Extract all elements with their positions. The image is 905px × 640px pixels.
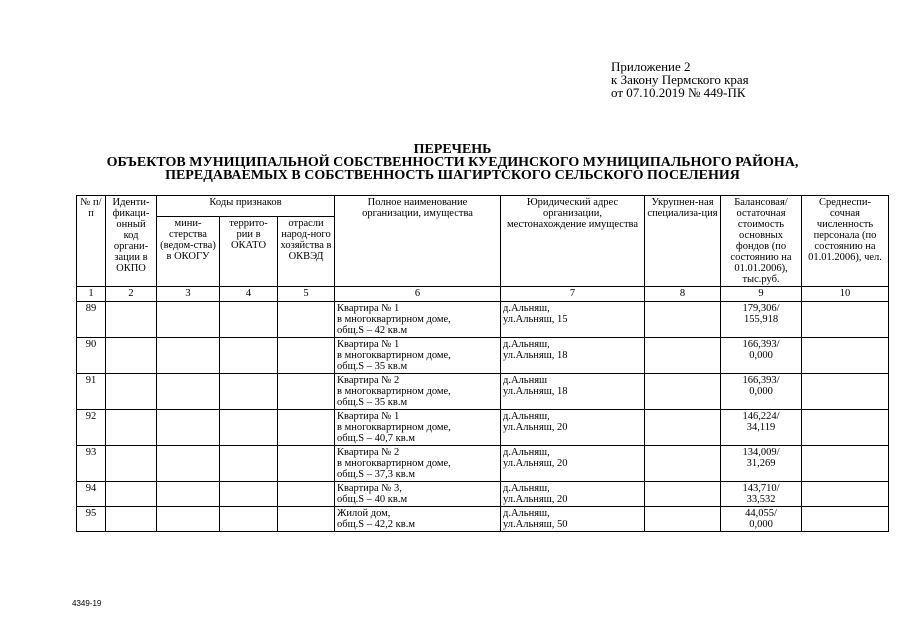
okato-cell [220, 446, 278, 482]
value-line: 143,710/ [742, 483, 780, 494]
value-line: 44,055/ [745, 508, 777, 519]
address-cell [501, 482, 645, 507]
name-line: Квартира № 1 [337, 339, 400, 350]
addr-line: ул.Альняш, 20 [503, 494, 568, 505]
value-cell [721, 374, 802, 410]
row-number: 89 [77, 302, 106, 338]
value-line: 166,393/ [742, 339, 780, 350]
okogu-cell [157, 374, 220, 410]
column-number: 2 [106, 287, 157, 302]
okogu-cell [157, 410, 220, 446]
name-line: в многоквартирном доме, [337, 350, 451, 361]
value-line: 34,119 [746, 422, 776, 433]
addr-line: д.Альняш, [503, 483, 550, 494]
row-number: 93 [77, 446, 106, 482]
specialization-cell [645, 302, 721, 338]
okpo-cell [106, 374, 157, 410]
okpo-cell [106, 302, 157, 338]
value-line: 155,918 [743, 314, 779, 325]
header-codes: Коды признаков [157, 196, 335, 217]
table-row [77, 374, 889, 410]
header-name: Полное наименование организации, имущества [335, 196, 501, 287]
okved-cell [278, 338, 335, 374]
addr-line: д.Альняш, [503, 303, 550, 314]
header-address: Юридический адрес организации, местонахождение имущества [501, 196, 645, 287]
name-line: Квартира № 1 [337, 303, 400, 314]
appendix-line-3: от 07.10.2019 № 449-ПК [611, 85, 746, 100]
okved-cell [278, 302, 335, 338]
staff-cell [802, 374, 889, 410]
staff-cell [802, 482, 889, 507]
value-cell [721, 410, 802, 446]
table-body [77, 287, 889, 532]
value-cell [721, 482, 802, 507]
okato-cell [220, 374, 278, 410]
specialization-cell [645, 446, 721, 482]
name-cell [335, 374, 501, 410]
addr-line: ул.Альняш, 15 [503, 314, 568, 325]
okpo-cell [106, 507, 157, 532]
value-line: 134,009/ [742, 447, 780, 458]
name-cell [335, 446, 501, 482]
value-line: 0,000 [749, 519, 773, 530]
value-line: 0,000 [749, 350, 773, 361]
address-cell [501, 302, 645, 338]
name-line: общ.S – 40,7 кв.м [337, 433, 415, 444]
name-line: общ.S – 37,3 кв.м [337, 469, 415, 480]
column-number: 7 [501, 287, 645, 302]
name-line: общ.S – 35 кв.м [337, 397, 408, 408]
name-line: общ.S – 35 кв.м [337, 361, 408, 372]
name-line: Квартира № 1 [337, 411, 400, 422]
header-number: № п/п [77, 196, 106, 287]
column-number: 8 [645, 287, 721, 302]
specialization-cell [645, 410, 721, 446]
addr-line: д.Альняш [503, 375, 548, 386]
address-cell [501, 507, 645, 532]
okved-cell [278, 446, 335, 482]
table-row [77, 338, 889, 374]
addr-line: ул.Альняш, 18 [503, 350, 568, 361]
column-number: 4 [220, 287, 278, 302]
okved-cell [278, 507, 335, 532]
okved-cell [278, 410, 335, 446]
header-okogu: мини-стерства (ведом-ства) в ОКОГУ [157, 216, 220, 286]
staff-cell [802, 302, 889, 338]
appendix-line-2: к Закону Пермского края [611, 72, 749, 87]
okpo-cell [106, 410, 157, 446]
value-line: 179,306/ [742, 303, 780, 314]
title-line-3: ПЕРЕДАВАЕМЫХ В СОБСТВЕННОСТЬ ШАГИРТСКОГО СЕЛЬСКОГО ПОСЕЛЕНИЯ [165, 168, 740, 183]
value-line: 0,000 [749, 386, 773, 397]
table-row [77, 507, 889, 532]
specialization-cell [645, 482, 721, 507]
column-number: 5 [278, 287, 335, 302]
name-line: общ.S – 42,2 кв.м [337, 519, 415, 530]
okpo-cell [106, 338, 157, 374]
name-line: общ.S – 40 кв.м [337, 494, 408, 505]
name-cell [335, 482, 501, 507]
header-okved: отрасли народ-ного хозяйства в ОКВЭД [278, 216, 335, 286]
row-number: 94 [77, 482, 106, 507]
okved-cell [278, 374, 335, 410]
staff-cell [802, 338, 889, 374]
specialization-cell [645, 507, 721, 532]
address-cell [501, 410, 645, 446]
value-line: 33,532 [746, 494, 776, 505]
header-okpo: Иденти-фикаци-онный код органи-зации в ОКПО [106, 196, 157, 287]
addr-line: д.Альняш, [503, 411, 550, 422]
okogu-cell [157, 446, 220, 482]
okato-cell [220, 302, 278, 338]
name-cell [335, 338, 501, 374]
property-table [76, 195, 889, 532]
column-number: 6 [335, 287, 501, 302]
name-line: в многоквартирном доме, [337, 386, 451, 397]
value-cell [721, 446, 802, 482]
okogu-cell [157, 338, 220, 374]
okpo-cell [106, 482, 157, 507]
address-cell [501, 446, 645, 482]
footer-code: 4349-19 [72, 599, 102, 608]
address-cell [501, 338, 645, 374]
column-number: 10 [802, 287, 889, 302]
okogu-cell [157, 302, 220, 338]
row-number: 90 [77, 338, 106, 374]
okpo-cell [106, 446, 157, 482]
value-cell [721, 302, 802, 338]
okato-cell [220, 410, 278, 446]
specialization-cell [645, 338, 721, 374]
row-number: 95 [77, 507, 106, 532]
table-row [77, 446, 889, 482]
staff-cell [802, 507, 889, 532]
name-line: общ.S – 42 кв.м [337, 325, 408, 336]
table-row [77, 410, 889, 446]
name-line: Квартира № 2 [337, 447, 400, 458]
addr-line: ул.Альняш, 18 [503, 386, 568, 397]
title-line-1: ПЕРЕЧЕНЬ [413, 142, 492, 157]
value-line: 146,224/ [742, 411, 780, 422]
name-line: Жилой дом, [337, 508, 391, 519]
name-line: Квартира № 3, [337, 483, 402, 494]
column-number: 1 [77, 287, 106, 302]
column-number-row [77, 287, 889, 302]
value-line: 31,269 [746, 458, 776, 469]
okato-cell [220, 482, 278, 507]
document-title [0, 143, 905, 182]
okato-cell [220, 338, 278, 374]
name-line: Квартира № 2 [337, 375, 400, 386]
okogu-cell [157, 507, 220, 532]
title-line-2: ОБЪЕКТОВ МУНИЦИПАЛЬНОЙ СОБСТВЕННОСТИ КУЕДИНСКОГО МУНИЦИПАЛЬНОГО РАЙОНА, [106, 155, 799, 170]
table-row [77, 302, 889, 338]
row-number: 91 [77, 374, 106, 410]
column-number: 9 [721, 287, 802, 302]
header-staff: Среднеспи-сочная численность персонала (по состоянию на 01.01.2006), чел. [802, 196, 889, 287]
header-value: Балансовая/ остаточная стоимость основных фондов (по состоянию на 01.01.2006), тыс.руб. [721, 196, 802, 287]
appendix-line-1: Приложение 2 [611, 59, 691, 74]
row-number: 92 [77, 410, 106, 446]
name-cell [335, 302, 501, 338]
name-line: в многоквартирном доме, [337, 458, 451, 469]
addr-line: д.Альняш, [503, 339, 550, 350]
address-cell [501, 374, 645, 410]
addr-line: ул.Альняш, 20 [503, 458, 568, 469]
staff-cell [802, 446, 889, 482]
addr-line: ул.Альняш, 20 [503, 422, 568, 433]
name-cell [335, 410, 501, 446]
column-number: 3 [157, 287, 220, 302]
value-cell [721, 338, 802, 374]
name-line: в многоквартирном доме, [337, 422, 451, 433]
table-row [77, 482, 889, 507]
value-line: 166,393/ [742, 375, 780, 386]
okato-cell [220, 507, 278, 532]
specialization-cell [645, 374, 721, 410]
value-cell [721, 507, 802, 532]
header-okato: террито-рии в ОКАТО [220, 216, 278, 286]
name-line: в многоквартирном доме, [337, 314, 451, 325]
addr-line: д.Альняш, [503, 447, 550, 458]
staff-cell [802, 410, 889, 446]
okved-cell [278, 482, 335, 507]
okogu-cell [157, 482, 220, 507]
header-specialization: Укрупнен-ная специализа-ция [645, 196, 721, 287]
addr-line: ул.Альняш, 50 [503, 519, 568, 530]
appendix-block [611, 60, 749, 99]
name-cell [335, 507, 501, 532]
addr-line: д.Альняш, [503, 508, 550, 519]
